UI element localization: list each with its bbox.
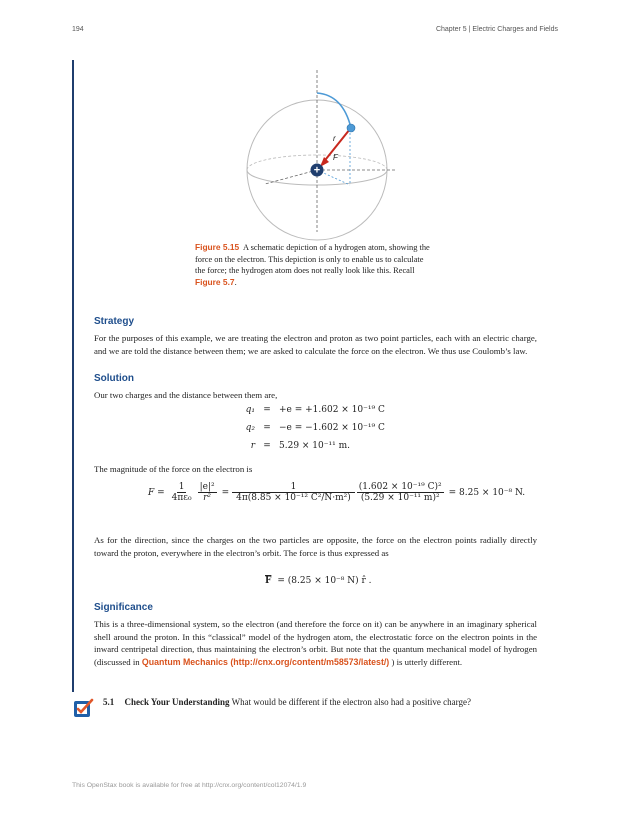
significance-heading: Significance bbox=[94, 602, 153, 613]
chapter-title: Chapter 5 | Electric Charges and Fields bbox=[435, 26, 558, 33]
eq3-sign: = bbox=[263, 441, 271, 451]
fraction-3-num: 1 bbox=[232, 482, 355, 493]
force-vector-equation bbox=[265, 576, 372, 586]
electron bbox=[347, 124, 355, 132]
equation-q2 bbox=[225, 423, 385, 441]
direction-text: As for the direction, since the charges on the two particles are opposite, the force on the electron points radially directly toward the proton, everywhere in the electron’s orbit. The force is thus expressed as bbox=[94, 535, 537, 558]
eq3-rhs: 5.29 × 10⁻¹¹ m. bbox=[279, 441, 350, 451]
eq2-rhs: −e = −1.602 × 10⁻¹⁹ C bbox=[279, 423, 385, 433]
fraction-1-den: 4πε₀ bbox=[171, 493, 192, 503]
caption-label: Figure 5.15 bbox=[195, 242, 240, 252]
eq1-lhs: q₁ bbox=[245, 405, 255, 415]
figure-caption bbox=[195, 242, 430, 288]
fraction-4 bbox=[357, 482, 444, 503]
force-result: = 8.25 × 10⁻⁸ N. bbox=[448, 487, 526, 498]
eq1-rhs: +e = +1.602 × 10⁻¹⁹ C bbox=[279, 405, 385, 415]
eq2-lhs: q₂ bbox=[245, 423, 255, 433]
force-lhs: F = bbox=[148, 487, 165, 498]
eq3-lhs: r bbox=[250, 441, 255, 451]
fraction-4-num: (1.602 × 10⁻¹⁹ C)² bbox=[358, 482, 442, 492]
fraction-1-num: 1 bbox=[178, 482, 185, 492]
quantum-mechanics-link[interactable]: Quantum Mechanics (http://cnx.org/content/m58573/latest/) bbox=[141, 656, 390, 667]
example-sidebar-rule bbox=[72, 60, 74, 692]
solution-intro: Our two charges and the distance between them are, bbox=[94, 390, 278, 400]
equals-sign: = bbox=[221, 487, 230, 498]
check-label: Check Your Understanding bbox=[124, 697, 230, 707]
solution-heading: Solution bbox=[94, 373, 134, 384]
fraction-2-den: r² bbox=[203, 493, 212, 503]
significance-text bbox=[94, 618, 537, 668]
orbit-arc bbox=[317, 93, 351, 128]
hydrogen-atom-figure bbox=[225, 62, 415, 242]
check-number: 5.1 bbox=[103, 697, 115, 707]
label-F: F bbox=[333, 153, 338, 162]
coulomb-equation bbox=[148, 482, 525, 503]
label-r: r bbox=[333, 134, 336, 143]
fraction-3-den: 4π(8.85 × 10⁻¹² C²/N·m²) bbox=[236, 493, 351, 503]
eq2-sign: = bbox=[263, 423, 271, 433]
footer-text: This OpenStax book is available for free at http://cnx.org/content/col12074/1.9 bbox=[72, 782, 307, 789]
x-axis bbox=[265, 170, 317, 184]
check-understanding-icon bbox=[73, 697, 95, 719]
check-understanding bbox=[103, 696, 543, 708]
fraction-3 bbox=[234, 482, 353, 503]
caption-figure-link[interactable]: Figure 5.7 bbox=[195, 276, 235, 287]
caption-end: . bbox=[234, 277, 237, 287]
magnitude-intro: The magnitude of the force on the electron is bbox=[94, 464, 253, 474]
caption-text: A schematic depiction of a hydrogen atom, showing the force on the electron. This depiction is only to enable us to calculate the force; the hydrogen atom does not really look like this. Recall bbox=[195, 243, 430, 276]
equation-r bbox=[225, 441, 385, 459]
vector-rhs: = (8.25 × 10⁻⁸ N) r̂ . bbox=[277, 576, 372, 586]
fraction-1 bbox=[170, 482, 194, 503]
check-question: What would be different if the electron also had a positive charge? bbox=[231, 697, 471, 707]
strategy-text: For the purposes of this example, we are treating the electron and proton as two point particles, each with an electric charge, and we are told the distance between them; we are asked to calculate the force on the electron. We thus use Coulomb’s law. bbox=[94, 333, 537, 356]
equation-q1 bbox=[225, 405, 385, 423]
significance-body: This is a three-dimensional system, so the electron (and therefore the force on it) can be anywhere in an imaginary spherical shell around the proton. In this “classical” model of the hydrogen atom, the electrostatic force on the electron points in the inward centripetal direction, thus maintaining the electron’s orbit. But note that the quantum mechanical model of hydrogen (discussed in bbox=[94, 619, 537, 667]
vector-lhs: $\overline{F}$ bbox=[265, 576, 272, 586]
page-number: 194 bbox=[72, 26, 84, 33]
charges-equations bbox=[225, 405, 385, 459]
strategy-heading: Strategy bbox=[94, 316, 135, 327]
fraction-4-den: (5.29 × 10⁻¹¹ m)² bbox=[360, 493, 440, 503]
eq1-sign: = bbox=[263, 405, 271, 415]
fraction-2-num: |e|² bbox=[199, 482, 215, 492]
significance-end: ) is utterly different. bbox=[391, 656, 463, 667]
fraction-2 bbox=[198, 482, 217, 503]
proton-plus-sign: + bbox=[313, 164, 321, 177]
